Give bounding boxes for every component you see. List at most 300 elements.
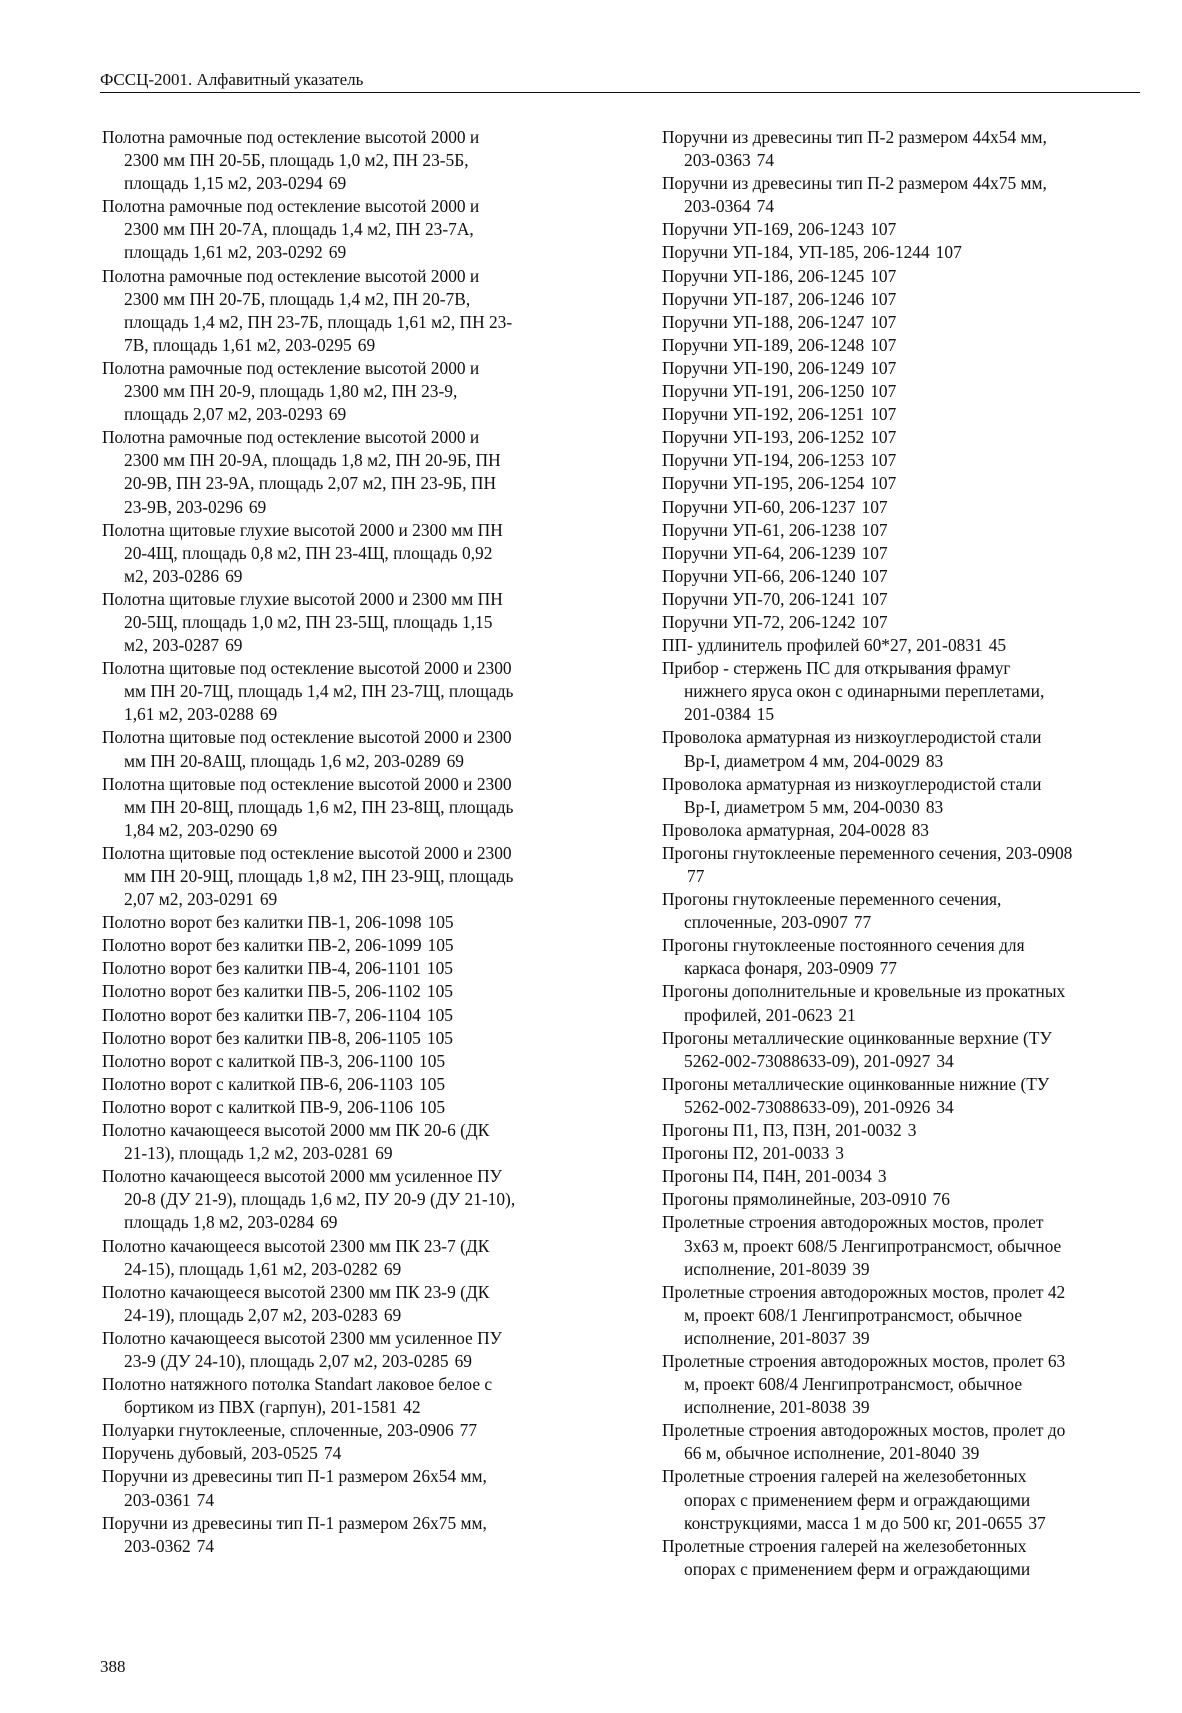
entry-last-line — [102, 1096, 586, 1119]
index-entry — [662, 611, 1142, 634]
entry-text: Поручни УП-191, 206-1250 — [662, 381, 865, 402]
entry-line: Пролетные строения автодорожных мостов, пролет 63 — [662, 1350, 1066, 1371]
entry-text: 203-0364 — [684, 196, 751, 217]
entry-last-line — [662, 819, 1142, 842]
index-entry — [102, 1165, 586, 1234]
entry-last-line — [662, 218, 1142, 241]
entry-line: Прогоны металлические оцинкованные верхние (ТУ — [662, 1027, 1052, 1048]
entry-text: Поручни УП-169, 206-1243 — [662, 219, 865, 240]
entry-last-line — [684, 1050, 1142, 1073]
entry-text: Поручни УП-70, 206-1241 — [662, 588, 856, 609]
entry-line: 20-8 (ДУ 21-9), площадь 1,6 м2, ПУ 20-9 (ДУ 21-10), — [124, 1189, 516, 1210]
entry-line: мм ПН 20-8Щ, площадь 1,6 м2, ПН 23-8Щ, площадь — [124, 796, 514, 817]
entry-line: Пролетные строения автодорожных мостов, пролет до — [662, 1420, 1066, 1441]
entry-text: Полотно ворот с калиткой ПВ-3, 206-1100 — [102, 1050, 413, 1071]
entry-last-line — [124, 1211, 586, 1234]
index-entry — [102, 195, 586, 264]
page-reference: 39 — [961, 1443, 980, 1464]
page-reference: 105 — [427, 912, 454, 933]
entry-text: Прогоны прямолинейные, 203-0910 — [662, 1189, 927, 1210]
entry-last-line — [662, 1165, 1142, 1188]
entry-line: Полотна щитовые глухие высотой 2000 и 2300 мм ПН — [102, 588, 503, 609]
entry-text: 24-15), площадь 1,61 м2, 203-0282 — [124, 1258, 378, 1279]
page-reference: 3 — [907, 1120, 917, 1141]
entry-last-line — [102, 911, 586, 934]
entry-last-line — [662, 380, 1142, 403]
entry-line: Полотна щитовые под остекление высотой 2000 и 2300 — [102, 842, 512, 863]
page-reference: 107 — [861, 519, 888, 540]
entry-line: Проволока арматурная из низкоуглеродистой стали — [662, 727, 1042, 748]
entry-line: мм ПН 20-7Щ, площадь 1,4 м2, ПН 23-7Щ, площадь — [124, 681, 514, 702]
page-reference: 107 — [861, 565, 888, 586]
page-reference: 69 — [259, 889, 278, 910]
index-entry — [662, 1211, 1142, 1280]
entry-text: Прогоны П4, П4Н, 201-0034 — [662, 1166, 872, 1187]
index-entry — [102, 1281, 586, 1327]
entry-text: Поручни УП-186, 206-1245 — [662, 265, 865, 286]
page-reference: 69 — [357, 334, 376, 355]
index-entry — [662, 934, 1142, 980]
page-reference: 74 — [196, 1535, 215, 1556]
entry-text: Поручни УП-188, 206-1247 — [662, 311, 865, 332]
page-reference: 69 — [248, 496, 267, 517]
page-reference: 105 — [426, 1004, 453, 1025]
entry-line: Полотно качающееся высотой 2300 мм ПК 23-7 (ДК — [102, 1235, 490, 1256]
page-reference: 107 — [870, 288, 897, 309]
entry-line: 3х63 м, проект 608/5 Ленгипротрансмост, обычное — [684, 1235, 1062, 1256]
page-reference: 77 — [459, 1420, 478, 1441]
page-reference: 105 — [419, 1073, 446, 1094]
page-reference: 34 — [936, 1050, 954, 1071]
entry-last-line — [124, 496, 586, 519]
index-column-left — [102, 126, 586, 1558]
page-reference: 83 — [925, 796, 944, 817]
page-reference: 105 — [427, 935, 454, 956]
entry-last-line — [124, 703, 586, 726]
page-reference: 77 — [879, 958, 897, 979]
page-reference: 15 — [756, 704, 775, 725]
page-reference: 76 — [932, 1189, 950, 1210]
entry-text: 203-0361 — [124, 1489, 191, 1510]
entry-last-line — [102, 934, 586, 957]
index-entry — [662, 403, 1142, 426]
index-entry — [102, 1419, 586, 1442]
index-entry — [662, 519, 1142, 542]
entry-text: площадь 1,8 м2, 203-0284 — [124, 1212, 315, 1233]
entry-text: Поручни УП-189, 206-1248 — [662, 334, 865, 355]
index-entry — [102, 1512, 586, 1558]
entry-text: исполнение, 201-8039 — [684, 1258, 847, 1279]
entry-last-line — [662, 241, 1142, 264]
entry-text: Полотно ворот с калиткой ПВ-9, 206-1106 — [102, 1096, 413, 1117]
index-entry — [102, 657, 586, 726]
index-entry — [662, 1350, 1142, 1419]
entry-text: Поручни УП-190, 206-1249 — [662, 357, 865, 378]
entry-last-line — [124, 1489, 586, 1512]
entry-last-line — [124, 1535, 586, 1558]
entry-line: Полотна щитовые под остекление высотой 2000 и 2300 — [102, 773, 512, 794]
entry-line: 2300 мм ПН 20-5Б, площадь 1,0 м2, ПН 23-5Б, — [124, 150, 469, 171]
entry-last-line — [662, 449, 1142, 472]
page-reference: 69 — [259, 819, 278, 840]
index-entry — [662, 1419, 1142, 1465]
entry-text: площадь 1,15 м2, 203-0294 — [124, 173, 323, 194]
index-entry — [102, 773, 586, 842]
entry-text: Поручни УП-72, 206-1242 — [662, 611, 856, 632]
entry-line: м, проект 608/1 Ленгипротрансмост, обычное — [684, 1304, 1023, 1325]
entry-text: Полотно ворот без калитки ПВ-2, 206-1099 — [102, 935, 422, 956]
entry-line: Пролетные строения галерей на железобетонных — [662, 1466, 1027, 1487]
entry-text: бортиком из ПВХ (гарпун), 201-1581 — [124, 1397, 398, 1418]
entry-text: м2, 203-0287 — [124, 635, 220, 656]
entry-text: 5262-002-73088633-09), 201-0927 — [684, 1050, 931, 1071]
entry-text: Полотно ворот без калитки ПВ-8, 206-1105 — [102, 1027, 421, 1048]
page-reference: 74 — [756, 150, 775, 171]
index-entry — [662, 449, 1142, 472]
index-entry — [662, 1119, 1142, 1142]
index-entry — [662, 472, 1142, 495]
entry-text: Вр-I, диаметром 5 мм, 204-0030 — [684, 796, 920, 817]
index-entry — [102, 1327, 586, 1373]
entry-line: Полотна рамочные под остекление высотой 2000 и — [102, 127, 480, 147]
entry-last-line — [662, 519, 1142, 542]
index-entry — [662, 565, 1142, 588]
entry-line: 20-9В, ПН 23-9А, площадь 2,07 м2, ПН 23-9Б, ПН — [124, 473, 497, 494]
entry-last-line — [662, 611, 1142, 634]
page-reference: 69 — [375, 1143, 393, 1164]
entry-last-line — [102, 1050, 586, 1073]
entry-last-line — [684, 911, 1142, 934]
entry-text: Поручни УП-187, 206-1246 — [662, 288, 865, 309]
entry-last-line — [662, 288, 1142, 311]
entry-line: Полотно натяжного потолка Standart лаковое белое с — [102, 1374, 493, 1395]
entry-line: Прогоны гнутоклееные переменного сечения, — [662, 889, 1002, 910]
page-reference: 39 — [852, 1327, 870, 1348]
entry-last-line — [124, 634, 586, 657]
index-entry — [102, 519, 586, 588]
entry-text: 23-9 (ДУ 24-10), площадь 2,07 м2, 203-0285 — [124, 1350, 449, 1371]
index-entry — [662, 888, 1142, 934]
entry-text: Поручни УП-64, 206-1239 — [662, 542, 856, 563]
index-entry — [662, 1465, 1142, 1534]
index-entry — [102, 980, 586, 1003]
entry-last-line — [662, 472, 1142, 495]
index-entry — [662, 241, 1142, 264]
entry-line: Поручни из древесины тип П-2 размером 44х54 мм, — [662, 127, 1047, 147]
index-entry — [102, 357, 586, 426]
entry-text: сплоченные, 203-0907 — [684, 912, 848, 933]
page-reference: 69 — [328, 173, 347, 194]
entry-last-line — [102, 980, 586, 1003]
entry-text: Полотно ворот с калиткой ПВ-6, 206-1103 — [102, 1073, 413, 1094]
page-reference: 45 — [988, 635, 1007, 656]
page-reference: 107 — [861, 588, 888, 609]
index-entry — [662, 265, 1142, 288]
index-entry — [662, 588, 1142, 611]
index-entry — [102, 1050, 586, 1073]
running-header — [100, 70, 1140, 93]
page-reference: 69 — [446, 750, 464, 771]
index-entry — [662, 542, 1142, 565]
page-reference: 3 — [835, 1143, 844, 1164]
index-entry — [662, 288, 1142, 311]
entry-last-line — [662, 1188, 1142, 1211]
page-reference: 69 — [259, 704, 278, 725]
entry-line: Пролетные строения автодорожных мостов, пролет — [662, 1212, 1044, 1233]
entry-last-line — [684, 1442, 1142, 1465]
entry-text: площадь 2,07 м2, 203-0293 — [124, 404, 323, 425]
index-entry — [662, 357, 1142, 380]
page-reference: 74 — [756, 196, 775, 217]
page-reference: 107 — [870, 334, 897, 355]
entry-last-line — [662, 542, 1142, 565]
entry-text: 23-9В, 203-0296 — [124, 496, 243, 517]
entry-line: Полотна щитовые глухие высотой 2000 и 2300 мм ПН — [102, 519, 503, 540]
entry-last-line — [684, 1258, 1142, 1281]
entry-last-line — [662, 565, 1142, 588]
index-entry — [102, 1096, 586, 1119]
entry-last-line — [124, 1142, 586, 1165]
entry-last-line — [124, 241, 586, 264]
entry-line: Полотно качающееся высотой 2000 мм ПК 20-6 (ДК — [102, 1120, 490, 1141]
page-reference: 34 — [936, 1096, 954, 1117]
entry-line: 2300 мм ПН 20-9А, площадь 1,8 м2, ПН 20-9Б, ПН — [124, 450, 501, 471]
index-column-right — [662, 126, 1142, 1581]
entry-last-line — [124, 750, 586, 773]
entry-text: 66 м, обычное исполнение, 201-8040 — [684, 1443, 956, 1464]
entry-last-line — [124, 172, 586, 195]
entry-text: Полуарки гнутоклееные, сплоченные, 203-0906 — [102, 1420, 454, 1441]
index-entry — [662, 842, 1142, 888]
entry-line: Прогоны гнутоклееные переменного сечения, 203-0908 — [662, 842, 1073, 863]
page-reference: 3 — [877, 1166, 887, 1187]
page-reference: 105 — [419, 1096, 446, 1117]
index-entry — [102, 1442, 586, 1465]
entry-text: Поручни УП-184, УП-185, 206-1244 — [662, 242, 930, 263]
page-reference: 107 — [861, 542, 888, 563]
page-reference: 69 — [328, 242, 347, 263]
entry-line: 20-4Щ, площадь 0,8 м2, ПН 23-4Щ, площадь 0,92 — [124, 542, 493, 563]
entry-line: опорах с применением ферм и ограждающими — [684, 1489, 1031, 1510]
page-reference: 107 — [870, 404, 897, 425]
page-reference: 107 — [935, 242, 962, 263]
index-entry — [102, 1073, 586, 1096]
entry-last-line — [102, 1027, 586, 1050]
entry-last-line — [684, 1512, 1142, 1535]
entry-line: Полотна рамочные под остекление высотой 2000 и — [102, 265, 480, 286]
page-reference: 107 — [870, 427, 897, 448]
page-reference: 21 — [838, 1004, 856, 1025]
page-reference: 107 — [870, 473, 897, 494]
entry-line: Пролетные строения автодорожных мостов, пролет 42 — [662, 1281, 1066, 1302]
entry-last-line — [684, 750, 1142, 773]
entry-line: Прогоны гнутоклееные постоянного сечения для — [662, 935, 1025, 956]
entry-line: Поручни из древесины тип П-1 размером 26х54 мм, — [102, 1466, 487, 1487]
entry-last-line — [684, 957, 1142, 980]
entry-line: Полотна рамочные под остекление высотой 2000 и — [102, 357, 480, 378]
page-reference: 107 — [861, 496, 888, 517]
entry-last-line — [124, 403, 586, 426]
entry-last-line — [124, 1304, 586, 1327]
index-entry — [662, 311, 1142, 334]
index-entry — [662, 980, 1142, 1026]
entry-text: Прогоны П1, П3, П3Н, 201-0032 — [662, 1120, 902, 1141]
entry-line: Прогоны дополнительные и кровельные из прокатных — [662, 981, 1066, 1002]
entry-text: Полотно ворот без калитки ПВ-4, 206-1101 — [102, 958, 421, 979]
index-entry — [662, 334, 1142, 357]
index-entry — [102, 957, 586, 980]
page-reference: 83 — [925, 750, 944, 771]
entry-line: опорах с применением ферм и ограждающими — [684, 1558, 1031, 1579]
entry-text: Поручни УП-61, 206-1238 — [662, 519, 856, 540]
entry-last-line — [124, 565, 586, 588]
entry-text: Поручни УП-66, 206-1240 — [662, 565, 856, 586]
index-entry — [102, 588, 586, 657]
entry-line: Полотна рамочные под остекление высотой 2000 и — [102, 196, 480, 217]
entry-line: Поручни из древесины тип П-2 размером 44х75 мм, — [662, 173, 1047, 194]
page-reference: 69 — [328, 404, 347, 425]
page-reference: 105 — [426, 1027, 453, 1048]
index-entry — [102, 1235, 586, 1281]
entry-last-line — [662, 357, 1142, 380]
page-reference: 42 — [403, 1397, 421, 1418]
page-reference: 107 — [870, 450, 897, 471]
index-entry — [662, 1073, 1142, 1119]
entry-last-line — [662, 1142, 1142, 1165]
page-reference: 107 — [870, 265, 897, 286]
entry-text: 1,84 м2, 203-0290 — [124, 819, 254, 840]
page-reference: 107 — [870, 357, 897, 378]
page-reference: 77 — [853, 912, 872, 933]
entry-line: Поручни из древесины тип П-1 размером 26х75 мм, — [102, 1512, 487, 1533]
entry-line: нижнего яруса окон с одинарными переплетами, — [684, 681, 1045, 702]
index-entry — [662, 1188, 1142, 1211]
entry-text: 1,61 м2, 203-0288 — [124, 704, 254, 725]
entry-last-line — [662, 634, 1142, 657]
index-entry — [102, 1465, 586, 1511]
entry-last-line — [662, 311, 1142, 334]
index-entry — [102, 726, 586, 772]
page-reference: 83 — [911, 819, 929, 840]
index-entry — [102, 934, 586, 957]
index-entry — [102, 1027, 586, 1050]
entry-last-line — [684, 1096, 1142, 1119]
entry-last-line — [662, 265, 1142, 288]
entry-last-line — [124, 334, 586, 357]
entry-text: Полотно ворот без калитки ПВ-1, 206-1098 — [102, 912, 422, 933]
entry-text: Полотно ворот без калитки ПВ-5, 206-1102 — [102, 981, 421, 1002]
entry-last-line — [684, 1396, 1142, 1419]
entry-last-line — [124, 819, 586, 842]
index-entry — [662, 496, 1142, 519]
entry-last-line — [102, 957, 586, 980]
entry-text: 21-13), площадь 1,2 м2, 203-0281 — [124, 1143, 370, 1164]
entry-line: площадь 1,4 м2, ПН 23-7Б, площадь 1,61 м2, ПН 23- — [124, 311, 513, 332]
index-entry — [662, 172, 1142, 218]
entry-text: Поручни УП-60, 206-1237 — [662, 496, 856, 517]
entry-text: м2, 203-0286 — [124, 565, 220, 586]
entry-text: конструкциями, масса 1 м до 500 кг, 201-0655 — [684, 1512, 1023, 1533]
entry-line: Полотна щитовые под остекление высотой 2000 и 2300 — [102, 658, 512, 679]
entry-last-line — [662, 334, 1142, 357]
entry-text: Проволока арматурная, 204-0028 — [662, 819, 906, 840]
page-reference: 105 — [419, 1050, 446, 1071]
entry-text: исполнение, 201-8037 — [684, 1327, 847, 1348]
index-entry — [662, 1165, 1142, 1188]
entry-last-line — [662, 1119, 1142, 1142]
page-reference: 107 — [861, 611, 888, 632]
entry-line: 2300 мм ПН 20-7А, площадь 1,4 м2, ПН 23-7А, — [124, 219, 474, 240]
entry-text: 7В, площадь 1,61 м2, 203-0295 — [124, 334, 352, 355]
page-reference: 69 — [383, 1304, 402, 1325]
entry-line: 2300 мм ПН 20-7Б, площадь 1,4 м2, ПН 20-7В, — [124, 288, 471, 309]
entry-last-line — [684, 149, 1142, 172]
entry-last-line — [124, 1350, 586, 1373]
entry-last-line — [684, 703, 1142, 726]
page-number: 388 — [100, 1657, 126, 1676]
entry-text: Поручень дубовый, 203-0525 — [102, 1443, 318, 1464]
index-entry — [102, 1004, 586, 1027]
entry-text: 2,07 м2, 203-0291 — [124, 889, 254, 910]
entry-line: Полотна рамочные под остекление высотой 2000 и — [102, 427, 480, 448]
entry-text: ПП- удлинитель профилей 60*27, 201-0831 — [662, 635, 983, 656]
index-entry — [662, 773, 1142, 819]
entry-line: Полотно качающееся высотой 2000 мм усиленное ПУ — [102, 1166, 502, 1187]
header-title: ФССЦ-2001. Алфавитный указатель — [100, 70, 364, 89]
entry-line: мм ПН 20-9Щ, площадь 1,8 м2, ПН 23-9Щ, площадь — [124, 866, 514, 886]
index-entry — [662, 126, 1142, 172]
entry-text: Полотно ворот без калитки ПВ-7, 206-1104 — [102, 1004, 421, 1025]
entry-last-line — [684, 195, 1142, 218]
entry-line: Прогоны металлические оцинкованные нижние (ТУ — [662, 1073, 1050, 1094]
entry-text: 201-0384 — [684, 704, 751, 725]
page-reference: 77 — [687, 866, 705, 886]
index-entry — [102, 911, 586, 934]
entry-text: Вр-I, диаметром 4 мм, 204-0029 — [684, 750, 920, 771]
entry-last-line — [124, 888, 586, 911]
entry-line: Проволока арматурная из низкоуглеродистой стали — [662, 773, 1042, 794]
page-reference: 107 — [870, 311, 897, 332]
entry-last-line — [124, 1258, 586, 1281]
page-reference: 37 — [1028, 1512, 1046, 1533]
entry-last-line — [102, 1073, 586, 1096]
entry-text: мм ПН 20-8АЩ, площадь 1,6 м2, 203-0289 — [124, 750, 441, 771]
entry-text: профилей, 201-0623 — [684, 1004, 833, 1025]
index-entry — [662, 218, 1142, 241]
entry-last-line — [684, 865, 1142, 888]
page-reference: 74 — [323, 1443, 342, 1464]
index-entry — [102, 1119, 586, 1165]
page-reference: 69 — [454, 1350, 472, 1371]
entry-line: м, проект 608/4 Ленгипротрансмост, обычное — [684, 1374, 1023, 1395]
index-entry — [662, 1142, 1142, 1165]
index-entry — [102, 1373, 586, 1419]
page-reference: 39 — [852, 1258, 870, 1279]
page-reference: 69 — [225, 635, 243, 656]
page-reference: 105 — [426, 958, 453, 979]
entry-line: 20-5Щ, площадь 1,0 м2, ПН 23-5Щ, площадь 1,15 — [124, 611, 493, 632]
index-entry — [662, 726, 1142, 772]
entry-last-line — [662, 426, 1142, 449]
page-reference: 69 — [225, 565, 243, 586]
entry-last-line — [662, 588, 1142, 611]
entry-line: Полотно качающееся высотой 2300 мм ПК 23-9 (ДК — [102, 1281, 490, 1302]
entry-text: 5262-002-73088633-09), 201-0926 — [684, 1096, 931, 1117]
entry-line: Полотна щитовые под остекление высотой 2000 и 2300 — [102, 727, 512, 748]
index-entry — [102, 265, 586, 357]
entry-line: Пролетные строения галерей на железобетонных — [662, 1535, 1027, 1556]
page-reference: 39 — [852, 1397, 870, 1418]
